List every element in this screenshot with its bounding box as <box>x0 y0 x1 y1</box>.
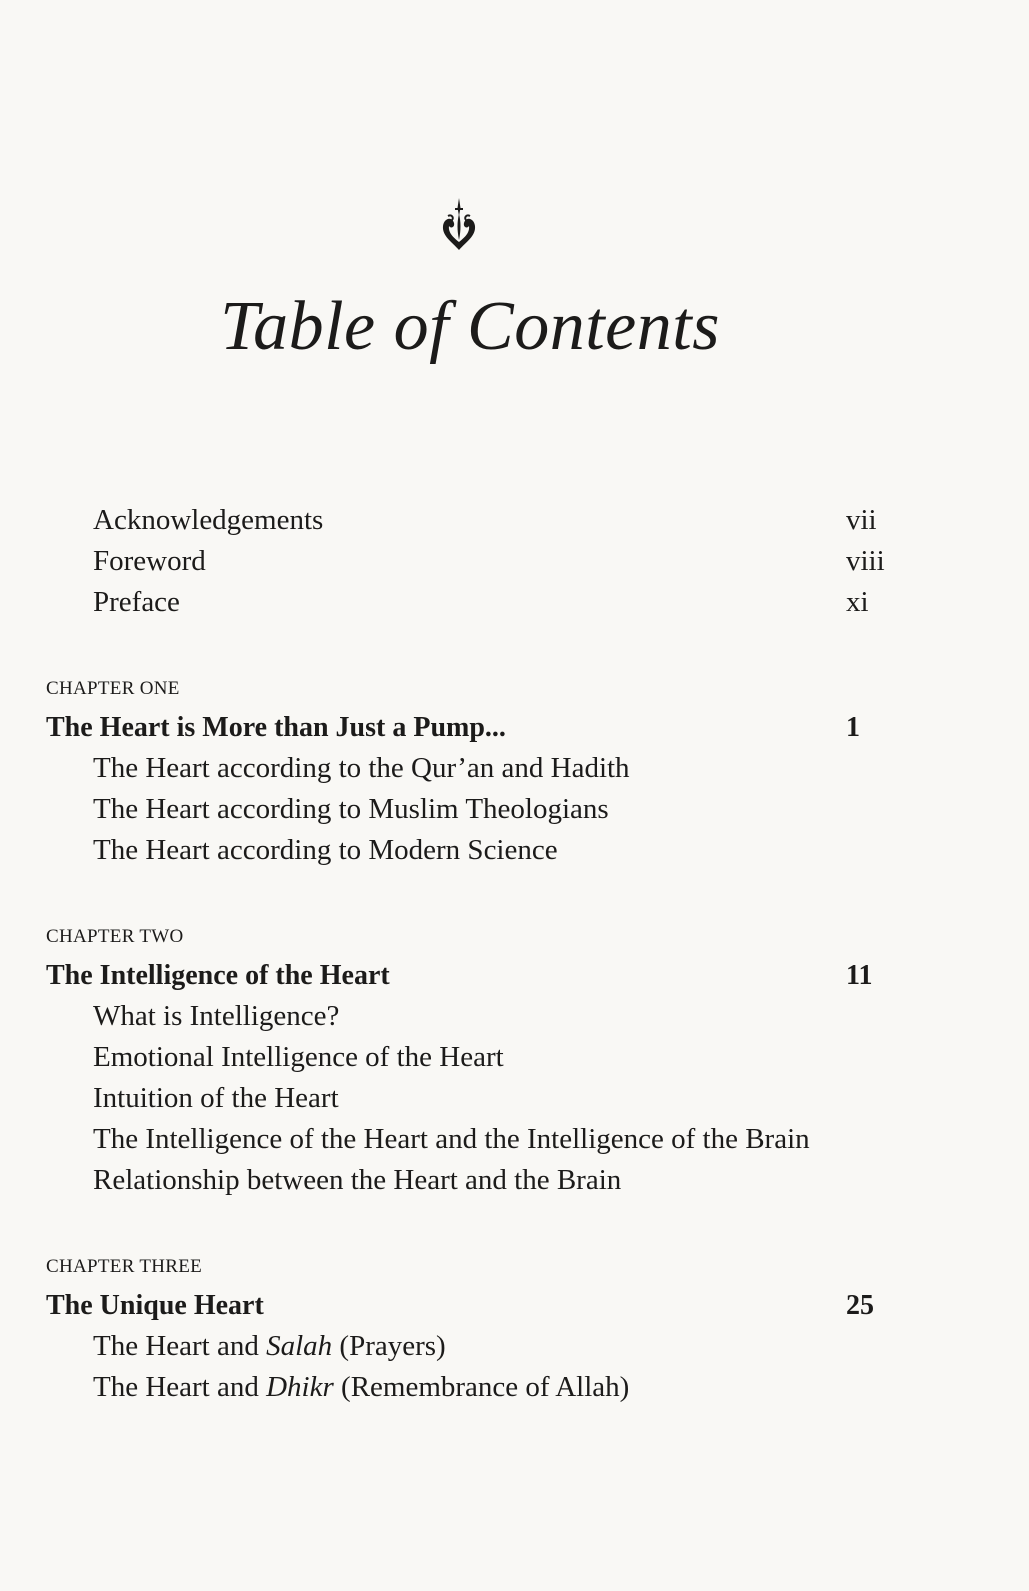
section-title <box>93 1367 629 1408</box>
section-text: (Prayers) <box>332 1330 446 1362</box>
chapter-heading <box>46 1285 896 1326</box>
section-italic-term: Salah <box>266 1330 333 1362</box>
section-title: The Heart according to Muslim Theologians <box>93 793 609 825</box>
section-title <box>93 1326 446 1367</box>
page-number: viii <box>846 545 885 577</box>
entry-title: Acknowledgements <box>93 504 324 536</box>
page-number: 25 <box>846 1290 874 1321</box>
chapter-heading <box>46 955 896 996</box>
section-entry <box>46 748 896 789</box>
front-matter <box>46 500 896 623</box>
chapter-title: The Unique Heart <box>46 1290 264 1321</box>
page-title: Table of Contents <box>220 288 720 365</box>
entry-title: Foreword <box>93 545 206 577</box>
section-italic-term: Dhikr <box>266 1371 334 1403</box>
section-text: The Heart and <box>93 1330 267 1362</box>
section-entry <box>46 830 896 871</box>
section-title: Intuition of the Heart <box>93 1082 339 1114</box>
section-title: The Heart according to Modern Science <box>93 834 558 866</box>
chapter-label: CHAPTER THREE <box>46 1256 203 1277</box>
chapter-title: The Heart is More than Just a Pump... <box>46 712 506 743</box>
section-entry <box>46 1037 896 1078</box>
section-entry <box>46 996 896 1037</box>
section-entry <box>46 1160 896 1201</box>
section-title: What is Intelligence? <box>93 1000 340 1032</box>
chapter-label: CHAPTER ONE <box>46 678 180 699</box>
toc-entry <box>46 500 896 541</box>
section-title: Emotional Intelligence of the Heart <box>93 1041 504 1073</box>
page-number: 1 <box>846 712 860 743</box>
entry-title: Preface <box>93 586 180 618</box>
chapter-three <box>46 1248 896 1408</box>
page-number: xi <box>846 586 869 618</box>
section-entry <box>46 1367 896 1408</box>
toc-entry <box>46 541 896 582</box>
section-title: The Heart according to the Qur’an and Hadith <box>93 752 630 784</box>
page-number: vii <box>846 504 877 536</box>
fleuron-ornament-icon <box>440 196 478 252</box>
section-text: (Remembrance of Allah) <box>333 1371 630 1403</box>
section-entry <box>46 1326 896 1367</box>
toc-entry <box>46 582 896 623</box>
chapter-two <box>46 918 896 1201</box>
table-of-contents <box>46 500 896 1408</box>
section-text: The Heart and <box>93 1371 267 1403</box>
section-entry <box>46 1078 896 1119</box>
section-title: Relationship between the Heart and the Brain <box>93 1164 622 1196</box>
chapter-title: The Intelligence of the Heart <box>46 960 390 991</box>
chapter-heading <box>46 707 896 748</box>
chapter-one <box>46 670 896 871</box>
section-entry <box>46 789 896 830</box>
page-number: 11 <box>846 960 873 991</box>
section-entry <box>46 1119 896 1160</box>
chapter-label: CHAPTER TWO <box>46 926 184 947</box>
section-title: The Intelligence of the Heart and the Intelligence of the Brain <box>93 1123 810 1155</box>
